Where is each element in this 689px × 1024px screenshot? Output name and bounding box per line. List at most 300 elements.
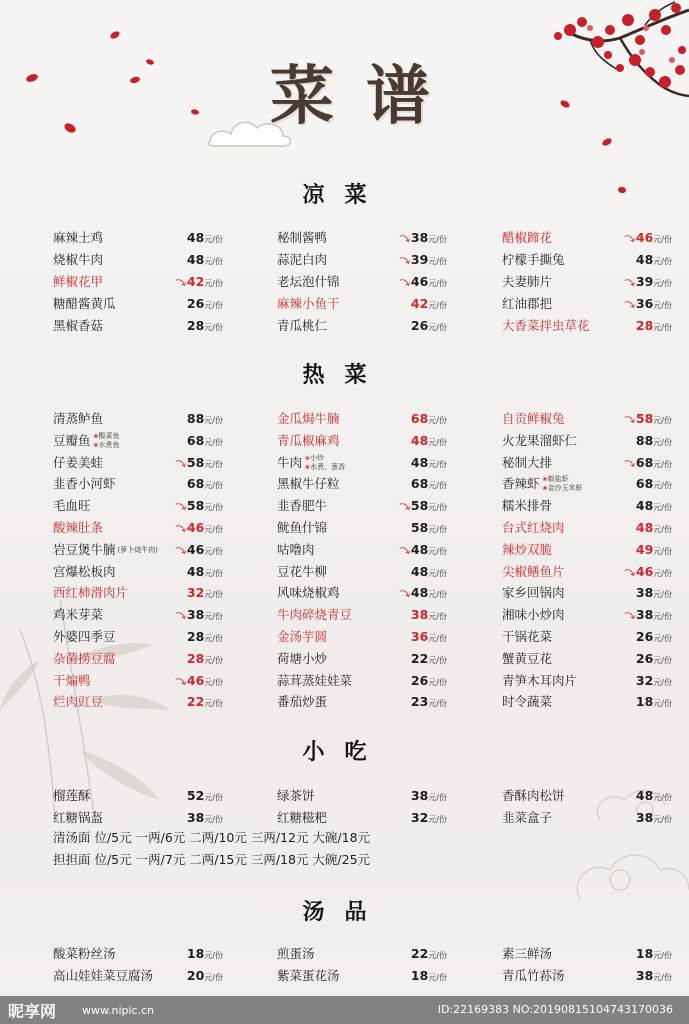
menu-item-price	[411, 316, 447, 338]
price-value: 38	[635, 968, 654, 983]
menu-item-name: 青瓜桃仁	[277, 318, 328, 333]
menu-item-name: 家乡回锅肉	[502, 585, 565, 601]
variant-label: ❀水煮、葱香	[305, 462, 346, 471]
price-value: 48	[186, 563, 205, 579]
menu-item	[277, 627, 447, 647]
price-unit: 元/份	[204, 655, 223, 665]
menu-item-price	[187, 294, 223, 316]
menu-item-price	[626, 605, 672, 627]
menu-item-name: 韭香小河虾	[53, 476, 116, 492]
price-value: 22	[410, 946, 429, 961]
menu-item-name: 荷塘小炒	[277, 650, 328, 666]
price-value: 18	[635, 694, 654, 710]
chili-pepper-icon: ⤵	[175, 523, 188, 537]
menu-item	[53, 671, 223, 691]
menu-item-price	[411, 562, 447, 584]
menu-item	[277, 605, 447, 625]
menu-item-price	[187, 431, 223, 453]
price-value: 48	[410, 563, 429, 579]
menu-item-price	[187, 583, 223, 605]
menu-item	[502, 808, 672, 828]
menu-item-price	[177, 272, 223, 294]
menu-item-name: 清蒸鲈鱼	[53, 411, 104, 426]
menu-item	[502, 409, 672, 429]
menu-item-price	[187, 250, 223, 272]
menu-item-name: 鱿鱼什锦	[277, 520, 328, 535]
menu-item	[53, 562, 223, 582]
menu-item-price	[636, 540, 672, 562]
menu-item-variants	[305, 454, 345, 472]
menu-item-name: 自贡鲜椒兔	[502, 411, 565, 426]
chili-pepper-icon: ⤵	[399, 545, 412, 559]
menu-item-name: 酸菜粉丝汤	[53, 946, 116, 961]
menu-item-price	[187, 692, 223, 714]
price-value: 26	[410, 318, 429, 333]
price-value: 58	[186, 454, 205, 470]
price-value: 48	[186, 230, 205, 245]
price-unit: 元/份	[204, 257, 223, 266]
menu-item-name: 高山娃娃菜豆腐汤	[53, 968, 154, 983]
menu-item	[277, 431, 447, 451]
price-value: 46	[635, 563, 654, 579]
price-unit: 元/份	[653, 568, 672, 578]
price-value: 48	[635, 520, 654, 535]
price-unit: 元/份	[428, 503, 447, 513]
menu-item-price	[626, 272, 672, 294]
price-value: 36	[410, 629, 429, 644]
menu-item-name: 大香菜拌虫草花	[502, 318, 590, 333]
price-unit: 元/份	[653, 301, 672, 310]
price-value: 68	[635, 454, 654, 470]
price-value: 32	[186, 585, 205, 601]
price-unit: 元/份	[428, 525, 447, 534]
menu-item-price	[636, 316, 672, 338]
menu-item-variants	[543, 475, 583, 493]
price-unit: 元/份	[428, 590, 447, 600]
menu-item	[502, 649, 672, 669]
price-value: 68	[635, 476, 654, 492]
noodle-price-line: 清汤面 位/5元 一两/6元 二两/10元 三两/12元 大碗/18元	[53, 830, 371, 845]
menu-item-price	[401, 496, 447, 518]
price-unit: 元/份	[428, 481, 447, 491]
menu-item	[53, 583, 223, 603]
price-unit: 元/份	[204, 503, 223, 513]
price-value: 88	[635, 432, 654, 448]
menu-item-name: 金瓜焗牛腩	[277, 411, 340, 426]
price-value: 42	[186, 274, 205, 289]
price-value: 18	[410, 968, 429, 983]
menu-item-name: 牛肉碎烧青豆	[277, 607, 353, 623]
price-value: 46	[186, 541, 205, 557]
menu-item	[502, 562, 672, 582]
menu-item	[502, 671, 672, 691]
menu-item-price	[626, 228, 672, 250]
menu-item-name: 麻辣小鱼干	[277, 296, 340, 311]
price-value: 48	[635, 498, 654, 514]
menu-item	[502, 583, 672, 603]
menu-item-price	[636, 786, 672, 808]
price-value: 28	[635, 318, 654, 333]
price-unit: 元/份	[204, 612, 223, 622]
menu-item-name: 牛肉	[277, 454, 303, 470]
menu-item-price	[411, 944, 447, 966]
chili-pepper-icon: ⤵	[624, 458, 637, 471]
price-unit: 元/份	[428, 655, 447, 665]
price-value: 38	[410, 230, 429, 245]
price-unit: 元/份	[428, 793, 447, 802]
menu-item-name: 黑椒牛仔粒	[277, 476, 340, 492]
price-unit: 元/份	[428, 416, 447, 425]
price-unit: 元/份	[428, 951, 447, 960]
menu-item-price	[177, 605, 223, 627]
menu-item	[277, 496, 447, 516]
menu-item-price	[411, 627, 447, 649]
chili-pepper-icon: ⤵	[399, 589, 412, 602]
menu-item-name: 岩豆煲牛腩	[53, 541, 116, 557]
menu-item-name: 宫爆松板肉	[53, 563, 116, 579]
menu-item	[277, 786, 447, 806]
menu-item-price	[187, 808, 223, 830]
price-value: 68	[410, 411, 429, 426]
menu-item-name: 豆瓣鱼	[53, 432, 91, 448]
menu-item-price	[177, 540, 223, 562]
chili-pepper-icon: ⤵	[624, 610, 637, 624]
price-unit: 元/份	[204, 481, 223, 491]
price-value: 38	[635, 810, 654, 825]
chili-pepper-icon: ⤵	[175, 676, 188, 689]
chili-pepper-icon: ⤵	[399, 277, 412, 291]
menu-item-price	[626, 294, 672, 316]
price-unit: 元/份	[653, 323, 672, 332]
menu-item	[502, 518, 672, 538]
menu-item	[277, 272, 447, 292]
menu-item-name: 辣炒双脆	[502, 541, 553, 557]
menu-item-price	[187, 627, 223, 649]
menu-item	[277, 966, 447, 986]
price-unit: 元/份	[204, 546, 223, 556]
price-unit: 元/份	[204, 677, 223, 687]
menu-item-name: 秘制酱鸭	[277, 230, 328, 245]
menu-item-price	[177, 671, 223, 693]
menu-item	[277, 808, 447, 828]
variant-label: ❀酸菜鱼	[93, 431, 120, 440]
price-unit: 元/份	[428, 459, 447, 469]
menu-item-name: 湘味小炒肉	[502, 607, 565, 623]
menu-item	[53, 944, 223, 964]
menu-item	[502, 692, 672, 712]
price-value: 32	[635, 672, 654, 688]
menu-item-name: 糖醋酱黄瓜	[53, 296, 116, 311]
menu-item	[53, 409, 223, 429]
price-value: 28	[186, 650, 205, 666]
price-unit: 元/份	[428, 568, 447, 578]
watermark-site: www.nipic.cn	[82, 1004, 155, 1017]
menu-item	[53, 228, 223, 248]
menu-item-price	[636, 518, 672, 540]
price-value: 46	[410, 274, 429, 289]
menu-item	[277, 692, 447, 712]
chili-pepper-icon: ⤵	[175, 545, 188, 559]
price-value: 49	[635, 541, 654, 557]
menu-item-price	[411, 649, 447, 671]
price-unit: 元/份	[204, 525, 223, 534]
menu-item	[53, 272, 223, 292]
menu-item-name: 紫菜蛋花汤	[277, 968, 340, 983]
menu-item	[277, 294, 447, 314]
price-unit: 元/份	[204, 279, 223, 288]
price-unit: 元/份	[204, 793, 223, 802]
menu-item-price	[401, 583, 447, 605]
menu-item-name: 毛血旺	[53, 498, 91, 514]
price-unit: 元/份	[204, 301, 223, 310]
menu-item	[277, 671, 447, 691]
menu-item	[277, 453, 447, 473]
price-unit: 元/份	[653, 677, 672, 687]
menu-item-name: 青瓜椒麻鸡	[277, 432, 340, 448]
menu-item	[53, 250, 223, 270]
menu-item-name: 香辣虾	[502, 476, 540, 492]
menu-item-name: 榴莲酥	[53, 788, 91, 803]
menu-item	[502, 431, 672, 451]
menu-item-price	[411, 431, 447, 453]
menu-item-price	[177, 453, 223, 475]
menu-item	[277, 518, 447, 538]
menu-item	[502, 605, 672, 625]
chili-pepper-icon: ⤵	[624, 567, 637, 580]
price-unit: 元/份	[653, 525, 672, 534]
price-value: 52	[186, 788, 205, 803]
page-title: 菜谱	[270, 59, 462, 134]
menu-item-name: 杂菌捞豆腐	[53, 650, 116, 666]
price-unit: 元/份	[653, 815, 672, 824]
price-unit: 元/份	[204, 699, 223, 709]
menu-item-name: 时令蔬菜	[502, 694, 553, 710]
menu-item	[502, 228, 672, 248]
menu-item-name: 红油郡把	[502, 296, 553, 311]
menu-item	[277, 474, 447, 494]
menu-item-price	[187, 944, 223, 966]
menu-item-name: 烧椒牛肉	[53, 252, 104, 267]
menu-item-name: 青笋木耳肉片	[502, 672, 578, 688]
price-value: 38	[186, 810, 205, 825]
section-title-soups: 汤品	[302, 900, 387, 925]
menu-item-price	[636, 627, 672, 649]
price-value: 68	[410, 476, 429, 492]
chili-pepper-icon: ⤵	[399, 255, 412, 269]
menu-item-name: 尖椒鳝鱼片	[502, 563, 565, 579]
price-value: 26	[635, 650, 654, 666]
price-value: 48	[410, 454, 429, 470]
price-unit: 元/份	[653, 459, 672, 469]
menu-item-name: 韭香肥牛	[277, 498, 328, 514]
menu-item-name: 鲜椒花甲	[53, 274, 104, 289]
menu-item-price	[401, 228, 447, 250]
menu-item-price	[411, 966, 447, 988]
menu-item-price	[187, 474, 223, 496]
menu-item	[502, 944, 672, 964]
price-unit: 元/份	[653, 416, 672, 425]
menu-item	[277, 649, 447, 669]
menu-item	[53, 496, 223, 516]
price-value: 26	[635, 629, 654, 644]
price-unit: 元/份	[204, 973, 223, 982]
menu-item-price	[187, 228, 223, 250]
menu-item-name: 麻辣土鸡	[53, 230, 104, 245]
price-value: 26	[410, 672, 429, 688]
menu-item-price	[636, 671, 672, 693]
chili-pepper-icon: ⤵	[399, 233, 412, 247]
watermark-id: ID:22169383 NO:20190815104743170036	[437, 1003, 673, 1016]
menu-item-name: 红糖糍粑	[277, 810, 328, 825]
menu-item-price	[626, 453, 672, 475]
price-unit: 元/份	[428, 546, 447, 556]
section-title-cold: 凉菜	[302, 183, 387, 208]
menu-item-price	[411, 294, 447, 316]
section-title-hot: 热菜	[302, 363, 387, 388]
menu-item-price	[636, 692, 672, 714]
price-unit: 元/份	[653, 655, 672, 665]
menu-item-price	[636, 583, 672, 605]
menu-item	[53, 692, 223, 712]
price-value: 46	[186, 672, 205, 688]
menu-item-name: 风味烧椒鸡	[277, 585, 340, 601]
chili-pepper-icon: ⤵	[399, 501, 412, 515]
price-value: 46	[186, 520, 205, 535]
price-unit: 元/份	[204, 590, 223, 600]
menu-item-price	[626, 562, 672, 584]
menu-item-price	[187, 316, 223, 338]
menu-item	[502, 294, 672, 314]
menu-item-price	[187, 786, 223, 808]
price-unit: 元/份	[428, 323, 447, 332]
price-value: 23	[410, 694, 429, 710]
price-value: 48	[635, 252, 654, 267]
menu-item-price	[411, 786, 447, 808]
menu-item-name: 西红柿滑肉片	[53, 585, 129, 601]
price-value: 58	[410, 520, 429, 535]
menu-item-price	[636, 431, 672, 453]
price-unit: 元/份	[428, 973, 447, 982]
menu-item-price	[411, 671, 447, 693]
menu-item-name: 外婆四季豆	[53, 629, 116, 644]
menu-item-price	[411, 518, 447, 540]
menu-item-price	[636, 808, 672, 830]
menu-item	[502, 496, 672, 516]
price-unit: 元/份	[428, 612, 447, 622]
price-unit: 元/份	[428, 815, 447, 824]
price-value: 38	[410, 788, 429, 803]
noodle-price-line: 担担面 位/5元 一两/7元 二两/15元 三两/18元 大碗/25元	[53, 852, 371, 867]
menu-item-price	[636, 966, 672, 988]
menu-item-name: 干锅花菜	[502, 629, 553, 644]
menu-item	[502, 627, 672, 647]
menu-item	[502, 453, 672, 473]
price-value: 58	[186, 498, 205, 514]
variant-label: ❀金沙玉米虾	[542, 484, 583, 493]
menu-item	[277, 562, 447, 582]
menu-item-price	[177, 496, 223, 518]
menu-item	[502, 250, 672, 270]
price-unit: 元/份	[204, 951, 223, 960]
menu-item	[502, 966, 672, 986]
price-value: 38	[410, 607, 429, 623]
price-unit: 元/份	[428, 699, 447, 709]
chili-pepper-icon: ⤵	[624, 414, 637, 428]
menu-item-price	[401, 250, 447, 272]
price-value: 38	[635, 607, 654, 623]
menu-item	[502, 272, 672, 292]
price-unit: 元/份	[428, 437, 447, 447]
menu-item-name: 酸辣肚条	[53, 520, 104, 535]
menu-item-name: 烂肉豇豆	[53, 694, 104, 710]
menu-item-name: 豆花牛柳	[277, 563, 328, 579]
chili-pepper-icon: ⤵	[175, 458, 188, 471]
price-value: 39	[410, 252, 429, 267]
menu-item-name: 老坛泡什锦	[277, 274, 340, 289]
menu-item-name: 煎蛋汤	[277, 946, 315, 961]
price-unit: 元/份	[653, 503, 672, 513]
menu-item	[277, 540, 447, 560]
chili-pepper-icon: ⤵	[175, 610, 188, 624]
price-value: 58	[635, 411, 654, 426]
price-value: 28	[186, 629, 205, 644]
chili-pepper-icon: ⤵	[175, 501, 188, 515]
menu-item	[277, 944, 447, 964]
menu-item-name: 蒜茸蒸娃娃菜	[277, 672, 353, 688]
price-value: 32	[410, 810, 429, 825]
price-value: 38	[635, 585, 654, 601]
menu-item	[277, 409, 447, 429]
menu-item	[53, 474, 223, 494]
menu-item	[53, 453, 223, 473]
variant-label: ❀水煮鱼	[93, 440, 120, 449]
menu-item	[53, 294, 223, 314]
menu-item-price	[636, 944, 672, 966]
price-value: 68	[186, 476, 205, 492]
price-unit: 元/份	[204, 568, 223, 578]
chili-pepper-icon: ⤵	[175, 277, 188, 291]
price-value: 36	[635, 296, 654, 311]
menu-item	[53, 431, 223, 451]
menu-item-name: 糯米排骨	[502, 498, 553, 514]
menu-item-name: 素三鲜汤	[502, 946, 553, 961]
price-value: 26	[186, 296, 205, 311]
price-unit: 元/份	[204, 634, 223, 643]
menu-item-price	[411, 409, 447, 431]
price-value: 42	[410, 296, 429, 311]
price-value: 22	[186, 694, 205, 710]
price-unit: 元/份	[204, 815, 223, 824]
price-unit: 元/份	[653, 699, 672, 709]
menu-item-price	[411, 605, 447, 627]
watermark-bar	[0, 996, 689, 1024]
price-unit: 元/份	[653, 481, 672, 491]
price-unit: 元/份	[204, 459, 223, 469]
price-unit: 元/份	[428, 257, 447, 266]
chili-pepper-icon: ⤵	[624, 233, 637, 247]
price-unit: 元/份	[653, 612, 672, 622]
chili-pepper-icon: ⤵	[624, 299, 637, 313]
price-unit: 元/份	[428, 279, 447, 288]
menu-item	[53, 786, 223, 806]
menu-item-name: 台式红烧肉	[502, 520, 565, 535]
price-value: 39	[635, 274, 654, 289]
menu-item	[53, 808, 223, 828]
menu-item-name: 蟹黄豆花	[502, 650, 553, 666]
price-value: 20	[186, 968, 205, 983]
price-unit: 元/份	[428, 677, 447, 687]
price-value: 46	[635, 230, 654, 245]
